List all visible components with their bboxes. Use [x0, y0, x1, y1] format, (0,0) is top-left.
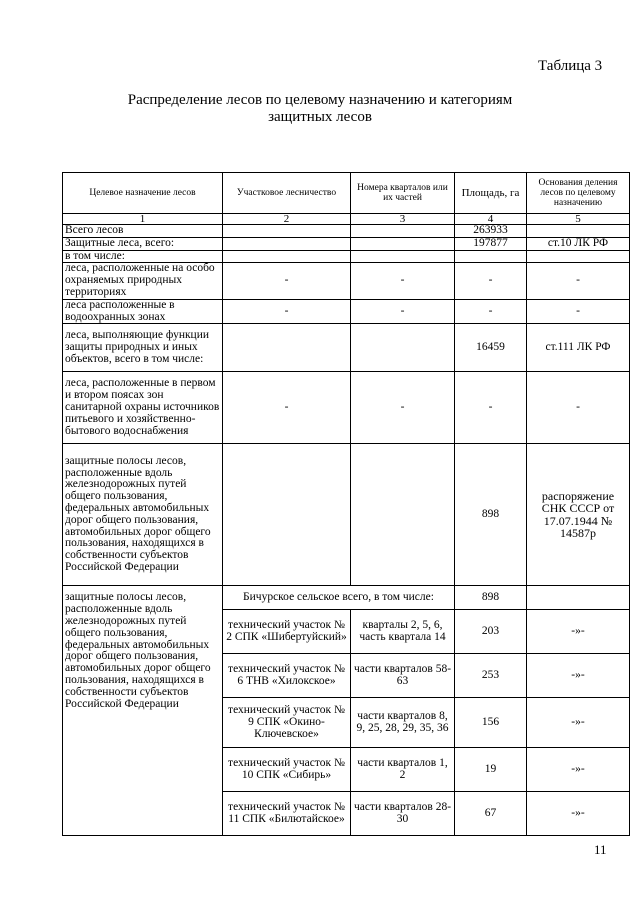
area-cell: 203 [455, 610, 527, 654]
area-cell: 156 [455, 698, 527, 748]
table-row [63, 444, 630, 586]
dash-cell: - [527, 263, 630, 299]
quarters-cell: кварталы 2, 5, 6, часть квартала 14 [351, 610, 455, 654]
area-cell: 263933 [455, 225, 527, 238]
column-number: 5 [527, 214, 630, 225]
row-label: в том числе: [63, 250, 223, 263]
table-row [63, 324, 630, 372]
table-title [0, 92, 640, 126]
title-line-2: защитных лесов [268, 109, 372, 125]
forestry-cell: технический участок № 6 ТНВ «Хилокское» [223, 654, 351, 698]
forestry-cell: технический участок № 10 СПК «Сибирь» [223, 748, 351, 792]
row-label: защитные полосы лесов, расположенные вдоль железнодорожных путей общего пользования, федеральных автомобильных дорог общего пользования, автомобильных дорог общего пользования, находящихся в собственности субъектов Российской Федерации [63, 444, 223, 586]
subtotal-label: Бичурское сельское всего, в том числе: [223, 586, 455, 610]
forest-distribution-table [62, 172, 630, 836]
forestry-cell: технический участок № 9 СПК «Окино-Ключевское» [223, 698, 351, 748]
basis-cell: -»- [527, 654, 630, 698]
column-number: 3 [351, 214, 455, 225]
column-number: 4 [455, 214, 527, 225]
dash-cell: - [351, 372, 455, 444]
page-number: 11 [594, 842, 607, 857]
dash-cell: - [223, 263, 351, 299]
table-row [63, 372, 630, 444]
table-row [63, 237, 630, 250]
basis-cell: ст.10 ЛК РФ [527, 237, 630, 250]
basis-cell: -»- [527, 792, 630, 836]
dash-cell: - [223, 372, 351, 444]
dash-cell: - [223, 299, 351, 324]
area-cell: 253 [455, 654, 527, 698]
header-basis: Основания деления лесов по целевому назначению [527, 173, 630, 214]
table-row [63, 263, 630, 299]
quarters-cell: части кварталов 8, 9, 25, 28, 29, 35, 36 [351, 698, 455, 748]
table-row [63, 299, 630, 324]
table-row [63, 225, 630, 238]
column-number-row [63, 214, 630, 225]
dash-cell: - [351, 299, 455, 324]
area-cell: 19 [455, 748, 527, 792]
header-area: Площадь, га [455, 173, 527, 214]
dash-cell: - [527, 299, 630, 324]
table-row [63, 250, 630, 263]
area-cell: 16459 [455, 324, 527, 372]
table-row [63, 586, 630, 610]
area-cell: 898 [455, 586, 527, 610]
area-cell: 67 [455, 792, 527, 836]
quarters-cell: части кварталов 28-30 [351, 792, 455, 836]
area-cell: 898 [455, 444, 527, 586]
row-label: леса, выполняющие функции защиты природных и иных объектов, всего в том числе: [63, 324, 223, 372]
dash-cell: - [455, 299, 527, 324]
quarters-cell: части кварталов 1, 2 [351, 748, 455, 792]
dash-cell: - [351, 263, 455, 299]
forestry-cell: технический участок № 2 СПК «Шибертуйский» [223, 610, 351, 654]
table-label: Таблица 3 [538, 58, 603, 74]
basis-cell: -»- [527, 610, 630, 654]
row-label: леса, расположенные в первом и втором поясах зон санитарной охраны источников питьевого и хозяйственно-бытового водоснабжения [63, 372, 223, 444]
title-line-1: Распределение лесов по целевому назначению и категориям [127, 92, 513, 108]
basis-cell: ст.111 ЛК РФ [527, 324, 630, 372]
area-cell: 197877 [455, 237, 527, 250]
quarters-cell: части кварталов 58-63 [351, 654, 455, 698]
row-label: леса, расположенные на особо охраняемых природных территориях [63, 263, 223, 299]
basis-cell: распоряжение СНК СССР от 17.07.1944 № 14587р [527, 444, 630, 586]
dash-cell: - [455, 372, 527, 444]
basis-cell: -»- [527, 748, 630, 792]
header-forestry: Участковое лесничество [223, 173, 351, 214]
column-number: 2 [223, 214, 351, 225]
table-header-row [63, 173, 630, 214]
forestry-cell: технический участок № 11 СПК «Билютайское» [223, 792, 351, 836]
header-purpose: Целевое назначение лесов [63, 173, 223, 214]
header-quarters: Номера кварталов или их частей [351, 173, 455, 214]
basis-cell: -»- [527, 698, 630, 748]
row-label: защитные полосы лесов, расположенные вдоль железнодорожных путей общего пользования, федеральных автомобильных дорог общего пользования, автомобильных дорог общего пользования, находящихся в собственности субъектов Российской Федерации [63, 586, 223, 836]
dash-cell: - [455, 263, 527, 299]
row-label: Всего лесов [63, 225, 223, 238]
row-label: леса расположенные в водоохранных зонах [63, 299, 223, 324]
row-label: Защитные леса, всего: [63, 237, 223, 250]
column-number: 1 [63, 214, 223, 225]
dash-cell: - [527, 372, 630, 444]
